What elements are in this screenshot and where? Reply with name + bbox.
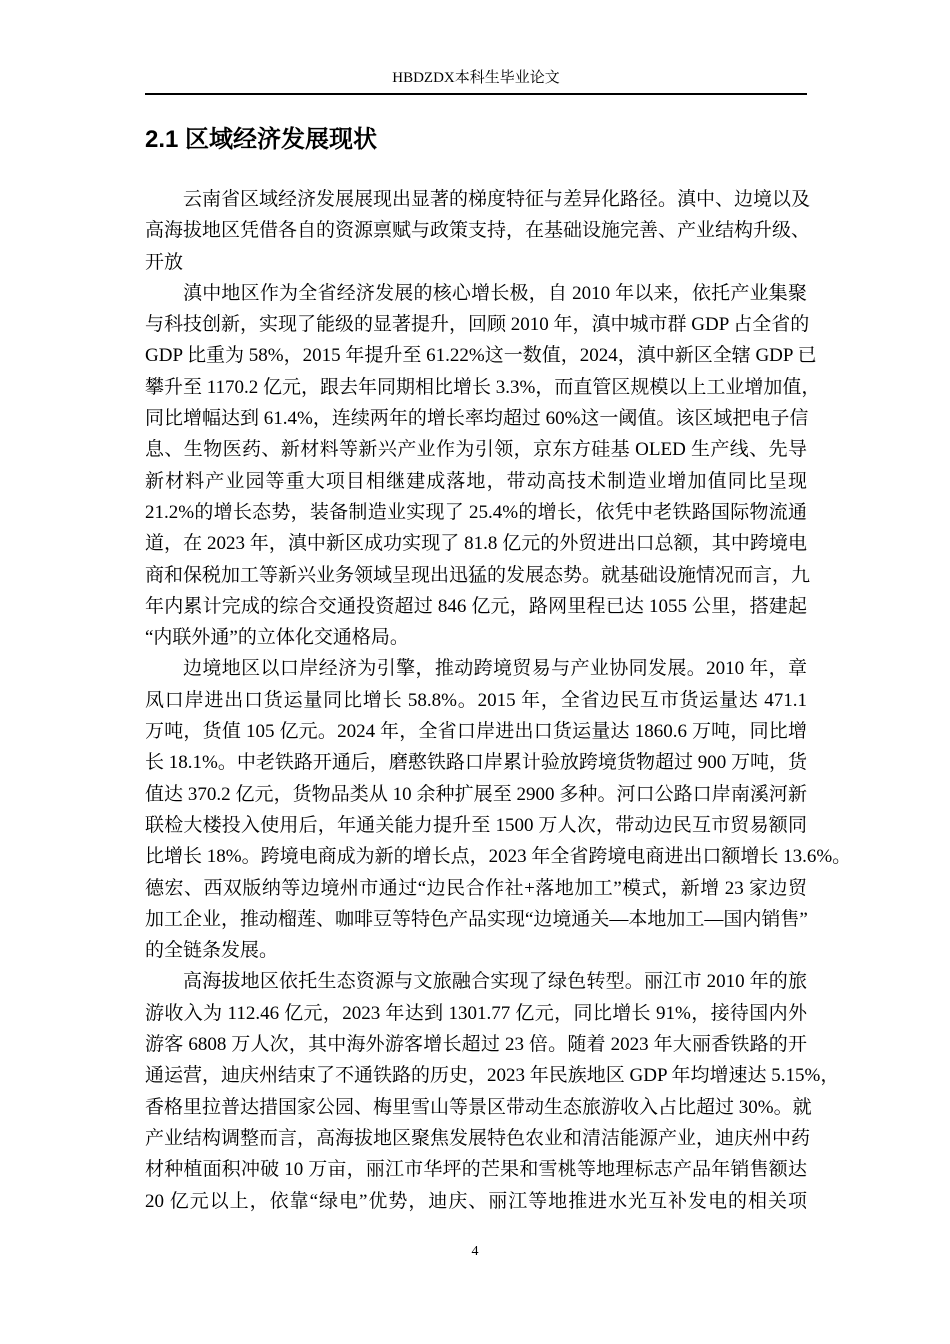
text-line: 通运营，迪庆州结束了不通铁路的历史，2023 年民族地区 GDP 年均增速达 5.15%， <box>145 1065 840 1087</box>
page-number: 4 <box>471 1244 479 1259</box>
text-line: 值达 370.2 亿元，货物品类从 10 余种扩展至 2900 多种。河口公路口岸南溪河新 <box>145 783 807 805</box>
text-line: 开放 <box>145 251 184 273</box>
text-line: “内联外通”的立体化交通格局。 <box>145 627 409 649</box>
text-line: 年内累计完成的综合交通投资超过 846 亿元，路网里程已达 1055 公里，搭建起 <box>145 595 807 617</box>
text-line: 高海拔地区依托生态资源与文旅融合实现了绿色转型。丽江市 2010 年的旅 <box>183 971 807 993</box>
text-line: 加工企业，推动榴莲、咖啡豆等特色产品实现“边境通关—本地加工—国内销售” <box>145 908 808 930</box>
text-line: 的全链条发展。 <box>145 940 279 962</box>
page-header: HBDZDX本科生毕业论文 <box>392 70 560 86</box>
text-line: 万吨，货值 105 亿元。2024 年，全省口岸进出口货运量达 1860.6 万吨，同比增 <box>145 721 807 743</box>
text-line: 攀升至 1170.2 亿元，跟去年同期相比增长 3.3%，而直管区规模以上工业增加值， <box>145 376 821 398</box>
paragraph <box>145 653 852 966</box>
text-line: 高海拔地区凭借各自的资源禀赋与政策支持，在基础设施完善、产业结构升级、 <box>145 220 811 242</box>
text-line: 德宏、西双版纳等边境州市通过“边民合作社+落地加工”模式，新增 23 家边贸 <box>145 877 807 899</box>
text-line: 材种植面积冲破 10 万亩，丽江市华坪的芒果和雪桃等地理标志产品年销售额达 <box>145 1159 807 1181</box>
text-line: 边境地区以口岸经济为引擎，推动跨境贸易与产业协同发展。2010 年，章 <box>183 658 807 680</box>
text-line: 滇中地区作为全省经济发展的核心增长极，自 2010 年以来，依托产业集聚 <box>183 282 807 304</box>
text-line: 商和保税加工等新兴业务领域呈现出迅猛的发展态势。就基础设施情况而言，九 <box>145 564 811 586</box>
text-line: 新材料产业园等重大项目相继建成落地，带动高技术制造业增加值同比呈现 <box>145 470 807 492</box>
text-line: 20 亿元以上，依靠“绿电”优势，迪庆、丽江等地推进水光互补发电的相关项 <box>145 1190 807 1212</box>
text-line: 长 18.1%。中老铁路开通后，磨憨铁路口岸累计验放跨境货物超过 900 万吨，货 <box>145 752 807 774</box>
text-line: 比增长 18%。跨境电商成为新的增长点，2023 年全省跨境电商进出口额增长 13.6%。 <box>145 846 852 868</box>
text-line: 与科技创新，实现了能级的显著提升，回顾 2010 年，滇中城市群 GDP 占全省的 <box>145 314 810 336</box>
text-line: 道，在 2023 年，滇中新区成功实现了 81.8 亿元的外贸进出口总额，其中跨境电 <box>145 533 807 555</box>
text-line: 息、生物医药、新材料等新兴产业作为引领，京东方硅基 OLED 生产线、先导 <box>145 439 807 461</box>
text-line: 凤口岸进出口货运量同比增长 58.8%。2015 年，全省边民互市货运量达 471.1 <box>145 689 807 711</box>
section-title: 2.1 区域经济发展现状 <box>145 126 378 153</box>
text-line: 香格里拉普达措国家公园、梅里雪山等景区带动生态旅游收入占比超过 30%。就 <box>145 1096 812 1118</box>
paragraph <box>145 278 821 654</box>
text-line: 云南省区域经济发展展现出显著的梯度特征与差异化路径。滇中、边境以及 <box>183 189 811 210</box>
text-line: 联检大楼投入使用后，年通关能力提升至 1500 万人次，带动边民互市贸易额同 <box>145 814 807 836</box>
text-line: GDP 比重为 58%，2015 年提升至 61.22%这一数值，2024，滇中新区全辖 GDP 已 <box>145 345 817 367</box>
text-line: 21.2%的增长态势，装备制造业实现了 25.4%的增长，依凭中老铁路国际物流通 <box>145 501 807 523</box>
text-line: 同比增幅达到 61.4%，连续两年的增长率均超过 60%这一阈值。该区域把电子信 <box>145 408 809 430</box>
text-line: 游收入为 112.46 亿元，2023 年达到 1301.77 亿元，同比增长 91%，接待国内外 <box>145 1002 807 1024</box>
text-line: 游客 6808 万人次，其中海外游客增长超过 23 倍。随着 2023 年大丽香铁路的开 <box>145 1034 807 1056</box>
paragraph <box>145 184 811 278</box>
header-rule <box>145 93 807 95</box>
body-text <box>145 184 852 1217</box>
text-line: 产业结构调整而言，高海拔地区聚焦发展特色农业和清洁能源产业，迪庆州中药 <box>145 1127 811 1149</box>
paragraph <box>145 966 840 1216</box>
